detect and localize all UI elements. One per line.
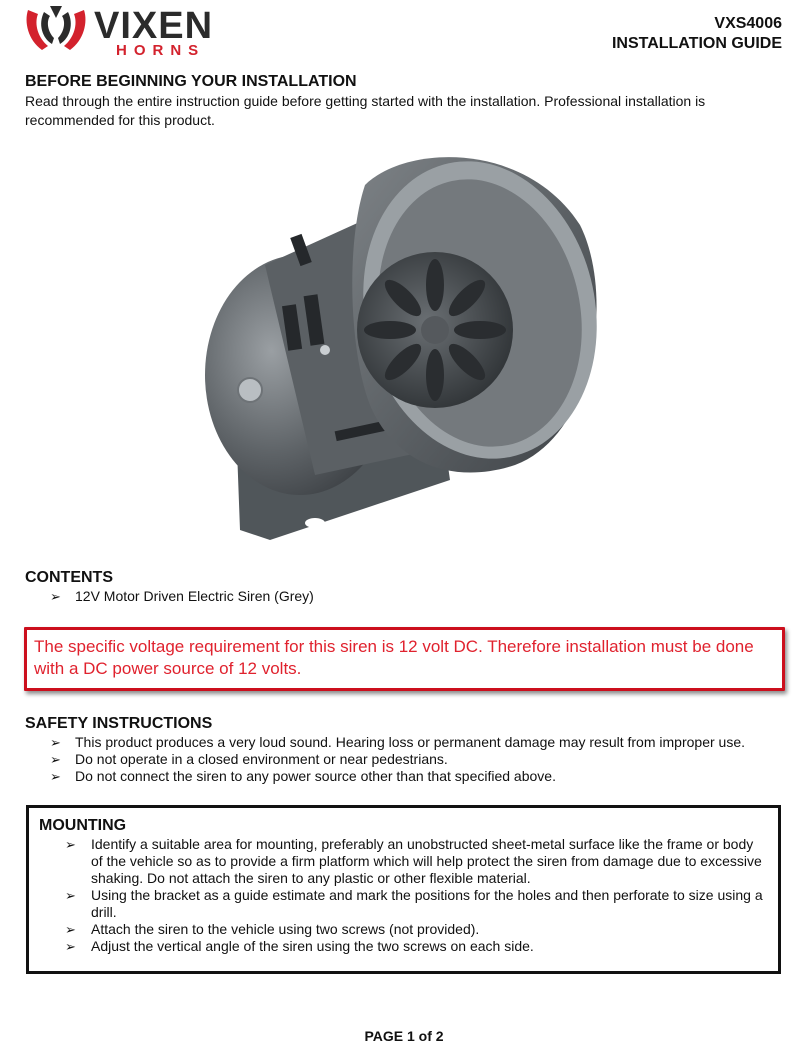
list-item bbox=[39, 887, 768, 921]
contents-section bbox=[25, 568, 770, 605]
bullet-arrow-icon: ➢ bbox=[50, 735, 61, 750]
mounting-heading: MOUNTING bbox=[39, 817, 127, 834]
voltage-warning-text: The specific voltage requirement for this siren is 12 volt DC. Therefore installation must be done with a DC power source of 12 volts. bbox=[34, 637, 754, 678]
mounting-box bbox=[26, 805, 781, 974]
safety-list bbox=[25, 734, 785, 785]
before-section bbox=[25, 72, 770, 130]
contents-heading: CONTENTS bbox=[25, 569, 113, 586]
list-item-text: Attach the siren to the vehicle using two screws (not provided). bbox=[91, 921, 480, 937]
list-item bbox=[25, 588, 770, 605]
list-item-text: This product produces a very loud sound. Hearing loss or permanent damage may result from improper use. bbox=[75, 734, 745, 750]
bullet-arrow-icon: ➢ bbox=[50, 752, 61, 767]
list-item bbox=[39, 938, 768, 955]
contents-list bbox=[25, 588, 770, 605]
logo-brand-bottom: HORNS bbox=[116, 42, 206, 58]
before-text: Read through the entire instruction guide before getting started with the installation. Professional installation is recommended for this product. bbox=[25, 93, 706, 128]
document-header bbox=[612, 14, 782, 54]
mounting-list bbox=[39, 836, 768, 955]
siren-product-image bbox=[195, 145, 615, 555]
bullet-arrow-icon: ➢ bbox=[65, 888, 76, 903]
safety-heading: SAFETY INSTRUCTIONS bbox=[25, 715, 213, 732]
bullet-arrow-icon: ➢ bbox=[65, 939, 76, 954]
list-item-text: Adjust the vertical angle of the siren using the two screws on each side. bbox=[91, 938, 534, 954]
logo-emblem-icon bbox=[27, 6, 86, 50]
list-item-text: Do not operate in a closed environment or near pedestrians. bbox=[75, 751, 448, 767]
bullet-arrow-icon: ➢ bbox=[50, 589, 61, 604]
bullet-arrow-icon: ➢ bbox=[65, 837, 76, 852]
page-number: PAGE 1 of 2 bbox=[364, 1028, 444, 1044]
before-heading: BEFORE BEGINNING YOUR INSTALLATION bbox=[25, 73, 357, 90]
document-title: INSTALLATION GUIDE bbox=[611, 35, 782, 52]
bullet-arrow-icon: ➢ bbox=[50, 769, 61, 784]
model-number: VXS4006 bbox=[714, 15, 782, 32]
logo-brand-top: VIXEN bbox=[94, 5, 214, 47]
list-item-text: Using the bracket as a guide estimate and mark the positions for the holes and then perforate to size using a drill. bbox=[91, 887, 763, 920]
siren-illustration bbox=[195, 145, 615, 555]
list-item bbox=[25, 768, 785, 785]
list-item bbox=[39, 921, 768, 938]
safety-section bbox=[25, 714, 785, 785]
logo-graphic bbox=[24, 2, 244, 58]
list-item bbox=[25, 734, 785, 751]
list-item bbox=[39, 836, 768, 887]
list-item-text: Do not connect the siren to any power source other than that specified above. bbox=[75, 768, 556, 784]
voltage-warning-box bbox=[24, 627, 785, 691]
list-item bbox=[25, 751, 785, 768]
bullet-arrow-icon: ➢ bbox=[65, 922, 76, 937]
vixen-horns-logo bbox=[24, 2, 244, 58]
list-item-text: Identify a suitable area for mounting, preferably an unobstructed sheet-metal surface like the frame or body of the vehicle so as to provide a firm platform which will help protect the siren from damage due to excessive shaking. Do not attach the siren to any plastic or other flexible material. bbox=[91, 836, 762, 886]
list-item-text: 12V Motor Driven Electric Siren (Grey) bbox=[75, 588, 314, 604]
